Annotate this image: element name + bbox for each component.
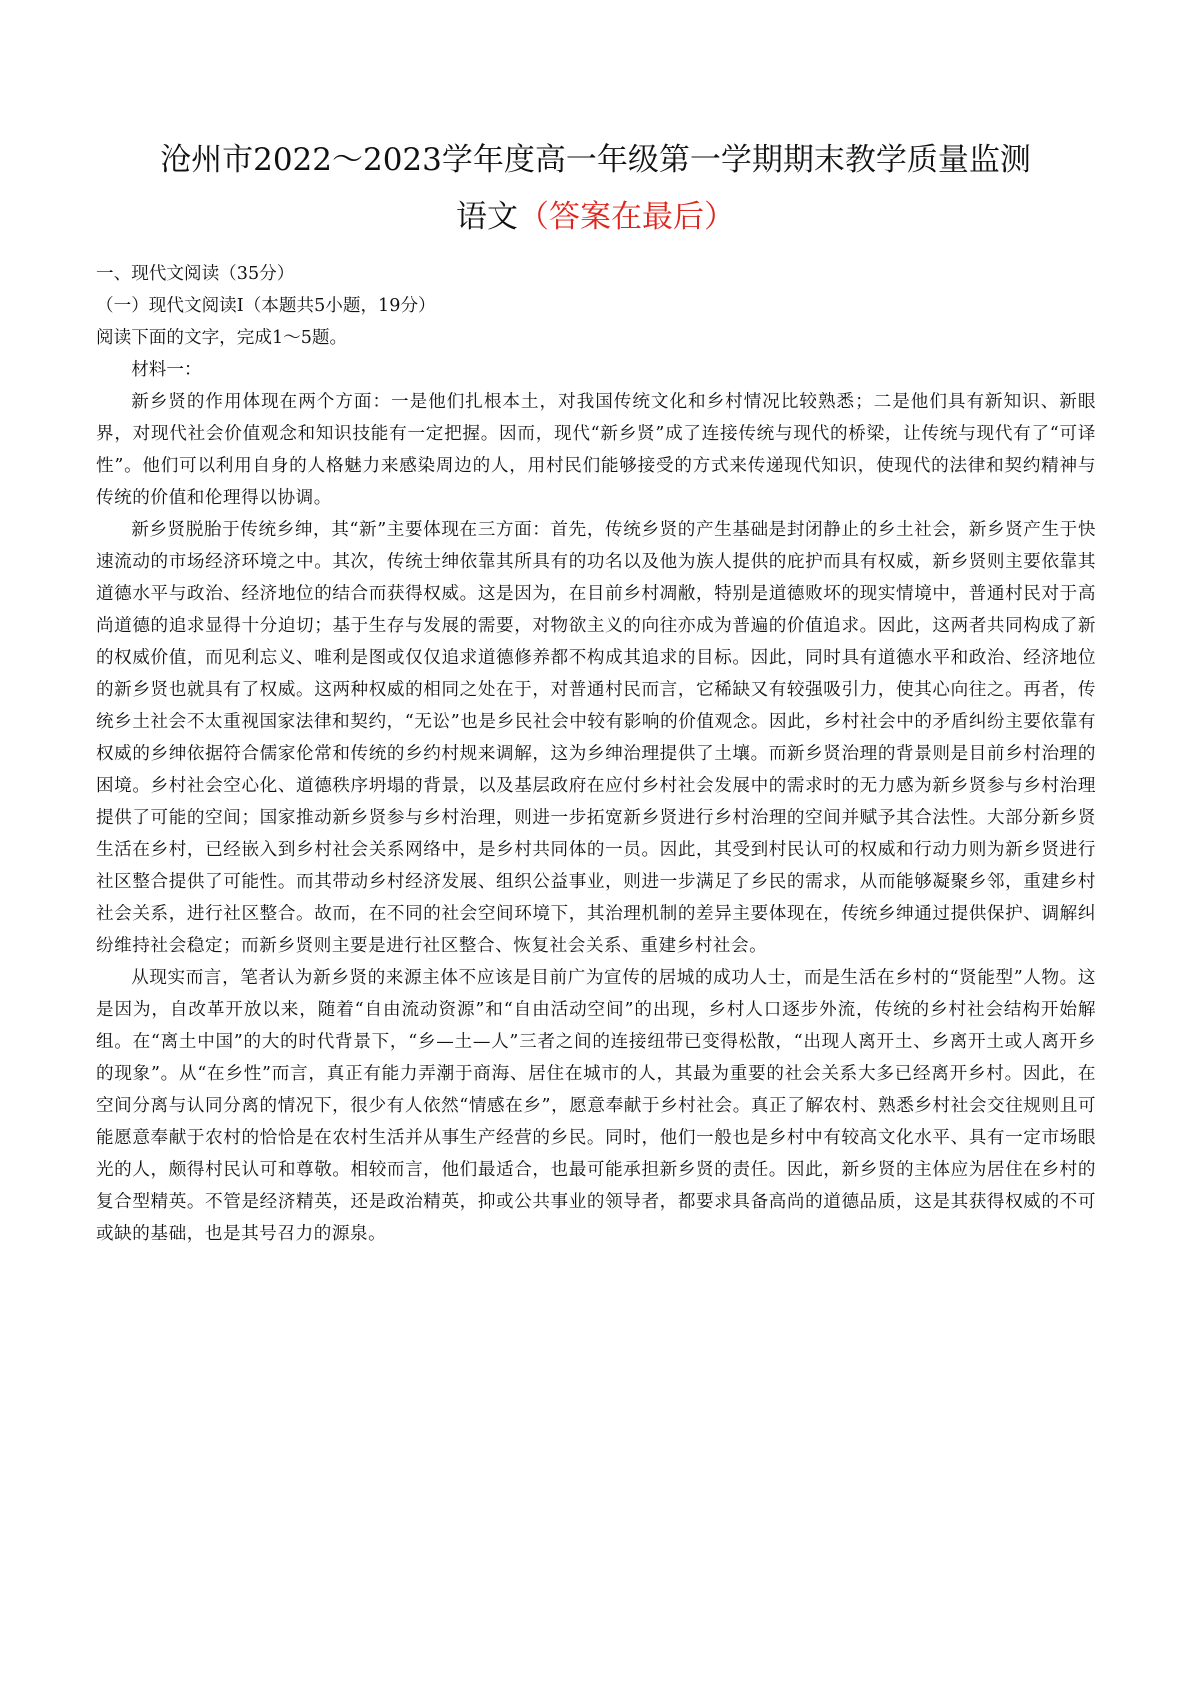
document-body xyxy=(96,258,1096,1250)
material-label: 材料一： xyxy=(131,360,202,380)
section-heading: 一、现代文阅读（35分） xyxy=(96,264,295,284)
reading-instruction: 阅读下面的文字，完成1～5题。 xyxy=(96,328,348,348)
paragraph-2: 新乡贤脱胎于传统乡绅，其“新”主要体现在三方面：首先，传统乡贤的产生基础是封闭静止的乡土社会，新乡贤产生于快速流动的市场经济环境之中。其次，传统士绅依靠其所具有的功名以及他为族人提供的庇护而具有权威，新乡贤则主要依靠其道德水平与政治、经济地位的结合而获得权威。这是因为，在目前乡村凋敝，特别是道德败坏的现实情境中，普通村民对于高尚道德的追求显得十分迫切；基于生存与发展的需要，对物欲主义的向往亦成为普遍的价值追求。因此，这两者共同构成了新的权威价值，而见利忘义、唯利是图或仅仅追求道德修养都不构成其追求的目标。因此，同时具有道德水平和政治、经济地位的新乡贤也就具有了权威。这两种权威的相同之处在于，对普通村民而言，它稀缺又有较强吸引力，使其心向往之。再者，传统乡土社会不太重视国家法律和契约，“无讼”也是乡民社会中较有影响的价值观念。因此，乡村社会中的矛盾纠纷主要依靠有权威的乡绅依据符合儒家伦常和传统的乡约村规来调解，这为乡绅治理提供了土壤。而新乡贤治理的背景则是目前乡村治理的困境。乡村社会空心化、道德秩序坍塌的背景，以及基层政府在应付乡村社会发展中的需求时的无力感为新乡贤参与乡村治理提供了可能的空间；国家推动新乡贤参与乡村治理，则进一步拓宽新乡贤进行乡村治理的空间并赋予其合法性。大部分新乡贤生活在乡村，已经嵌入到乡村社会关系网络中，是乡村共同体的一员。因此，其受到村民认可的权威和行动力则为新乡贤进行社区整合提供了可能性。而其带动乡村经济发展、组织公益事业，则进一步满足了乡民的需求，从而能够凝聚乡邻，重建乡村社会关系，进行社区整合。故而，在不同的社会空间环境下，其治理机制的差异主要体现在，传统乡绅通过提供保护、调解纠纷维持社会稳定；而新乡贤则主要是进行社区整合、恢复社会关系、重建乡村社会。 xyxy=(96,520,1096,956)
subject-name: 语文 xyxy=(456,199,518,235)
subject-title xyxy=(0,196,1191,238)
document-title: 沧州市2022～2023学年度高一年级第一学期期末教学质量监测 xyxy=(160,142,1031,178)
subject-note: （答案在最后） xyxy=(518,199,735,235)
section-subheading: （一）现代文阅读Ⅰ（本题共5小题，19分） xyxy=(96,296,436,316)
paragraph-3: 从现实而言，笔者认为新乡贤的来源主体不应该是目前广为宣传的居城的成功人士，而是生活在乡村的“贤能型”人物。这是因为，自改革开放以来，随着“自由流动资源”和“自由活动空间”的出现，乡村人口逐步外流，传统的乡村社会结构开始解组。在“离土中国”的大的时代背景下，“乡—土—人”三者之间的连接纽带已变得松散，“出现人离开土、乡离开土或人离开乡的现象”。从“在乡性”而言，真正有能力弄潮于商海、居住在城市的人，其最为重要的社会关系大多已经离开乡村。因此，在空间分离与认同分离的情况下，很少有人依然“情感在乡”，愿意奉献于乡村社会。真正了解农村、熟悉乡村社会交往规则且可能愿意奉献于农村的恰恰是在农村生活并从事生产经营的乡民。同时，他们一般也是乡村中有较高文化水平、具有一定市场眼光的人，颇得村民认可和尊敬。相较而言，他们最适合，也最可能承担新乡贤的责任。因此，新乡贤的主体应为居住在乡村的复合型精英。不管是经济精英，还是政治精英，抑或公共事业的领导者，都要求具备高尚的道德品质，这是其获得权威的不可或缺的基础，也是其号召力的源泉。 xyxy=(96,968,1096,1244)
paragraph-1: 新乡贤的作用体现在两个方面：一是他们扎根本土，对我国传统文化和乡村情况比较熟悉；二是他们具有新知识、新眼界，对现代社会价值观念和知识技能有一定把握。因而，现代“新乡贤”成了连接传统与现代的桥梁，让传统与现代有了“可译性”。他们可以利用自身的人格魅力来感染周边的人，用村民们能够接受的方式来传递现代知识，使现代的法律和契约精神与传统的价值和伦理得以协调。 xyxy=(96,392,1096,508)
